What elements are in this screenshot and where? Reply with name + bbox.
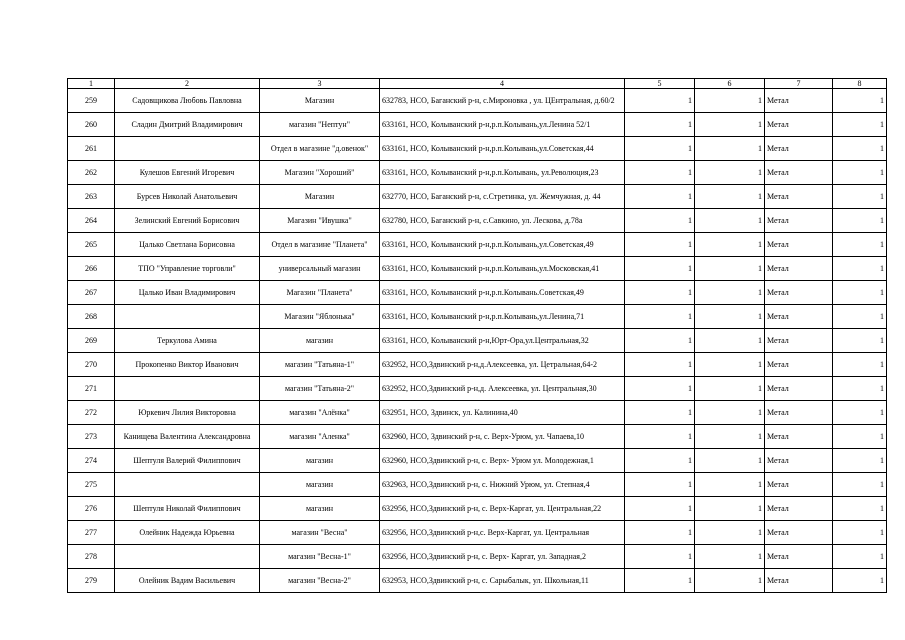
object-cell: магазин "Весна-1" (260, 545, 380, 569)
table-row (68, 353, 887, 377)
table-row (68, 329, 887, 353)
column-6-cell: 1 (695, 353, 765, 377)
owner-cell: Канищева Валентина Александровна (115, 425, 260, 449)
owner-cell: Олейник Вадим Васильевич (115, 569, 260, 593)
owner-cell: Бурсев Николай Анатольевич (115, 185, 260, 209)
column-6-cell: 1 (695, 545, 765, 569)
address-cell: 632952, НСО,Здвинский р-н,д.Алексеевка, ул. Цетральная,64-2 (380, 353, 625, 377)
column-5-cell: 1 (625, 521, 695, 545)
address-cell: 632956, НСО,Здвинский р-н, с. Верх-Каргат, ул. Центральная,22 (380, 497, 625, 521)
object-cell: магазин (260, 473, 380, 497)
column-number: 1 (68, 79, 115, 89)
column-6-cell: 1 (695, 113, 765, 137)
column-number: 6 (695, 79, 765, 89)
owner-cell: Цалько Светлана Борисовна (115, 233, 260, 257)
column-5-cell: 1 (625, 353, 695, 377)
registry-table (67, 78, 887, 593)
column-8-cell: 1 (833, 137, 887, 161)
table-row (68, 521, 887, 545)
column-8-cell: 1 (833, 113, 887, 137)
column-5-cell: 1 (625, 113, 695, 137)
table-row (68, 161, 887, 185)
object-cell: Магазин (260, 89, 380, 113)
material-cell: Метал (765, 185, 833, 209)
row-number-cell: 263 (68, 185, 115, 209)
table-row (68, 305, 887, 329)
row-number-cell: 271 (68, 377, 115, 401)
column-5-cell: 1 (625, 377, 695, 401)
table-row (68, 209, 887, 233)
object-cell: Магазин "Планета" (260, 281, 380, 305)
table-row (68, 425, 887, 449)
material-cell: Метал (765, 497, 833, 521)
object-cell: магазин "Алёнка" (260, 401, 380, 425)
column-6-cell: 1 (695, 281, 765, 305)
table-row (68, 473, 887, 497)
row-number-cell: 260 (68, 113, 115, 137)
address-cell: 633161, НСО, Колыванский р-н,р.п.Колывань,ул.Советская,49 (380, 233, 625, 257)
column-6-cell: 1 (695, 401, 765, 425)
row-number-cell: 267 (68, 281, 115, 305)
address-cell: 633161, НСО, Колыванский р-н,р.п.Колывань.Советская,49 (380, 281, 625, 305)
address-cell: 632953, НСО,Здвинский р-н, с. Сарыбалык, ул. Школьная,11 (380, 569, 625, 593)
address-cell: 632960, НСО, Здвинский р-н, с. Верх-Урюм, ул. Чапаева,10 (380, 425, 625, 449)
column-5-cell: 1 (625, 233, 695, 257)
column-5-cell: 1 (625, 185, 695, 209)
material-cell: Метал (765, 161, 833, 185)
column-5-cell: 1 (625, 305, 695, 329)
address-cell: 632963, НСО,Здвинский р-н, с. Нижний Урюм, ул. Степная,4 (380, 473, 625, 497)
column-5-cell: 1 (625, 137, 695, 161)
row-number-cell: 261 (68, 137, 115, 161)
address-cell: 632783, НСО, Баганский р-н, с.Мироновка , ул. ЦЕнтральная, д.60/2 (380, 89, 625, 113)
object-cell: Магазин "Ивушка" (260, 209, 380, 233)
column-8-cell: 1 (833, 449, 887, 473)
column-8-cell: 1 (833, 281, 887, 305)
column-6-cell: 1 (695, 161, 765, 185)
column-5-cell: 1 (625, 401, 695, 425)
object-cell: Отдел в магазине "Планета" (260, 233, 380, 257)
row-number-cell: 259 (68, 89, 115, 113)
table-row (68, 569, 887, 593)
column-8-cell: 1 (833, 497, 887, 521)
owner-cell: Сладин Дмитрий Владимирович (115, 113, 260, 137)
row-number-cell: 278 (68, 545, 115, 569)
column-6-cell: 1 (695, 569, 765, 593)
row-number-cell: 266 (68, 257, 115, 281)
owner-cell: Олейник Надежда Юрьевна (115, 521, 260, 545)
row-number-cell: 268 (68, 305, 115, 329)
column-number: 7 (765, 79, 833, 89)
address-cell: 632956, НСО,Здвинский р-н, с. Верх- Каргат, ул. Западная,2 (380, 545, 625, 569)
column-5-cell: 1 (625, 281, 695, 305)
column-8-cell: 1 (833, 89, 887, 113)
column-number: 8 (833, 79, 887, 89)
material-cell: Метал (765, 329, 833, 353)
column-6-cell: 1 (695, 497, 765, 521)
column-5-cell: 1 (625, 449, 695, 473)
owner-cell: Теркулова Амина (115, 329, 260, 353)
table-row (68, 89, 887, 113)
object-cell: Магазин "Хороший" (260, 161, 380, 185)
column-6-cell: 1 (695, 305, 765, 329)
object-cell: Магазин "Яблонька" (260, 305, 380, 329)
table-row (68, 449, 887, 473)
column-6-cell: 1 (695, 137, 765, 161)
address-cell: 633161, НСО, Колыванский р-н,р.п.Колывань,ул.Московская,41 (380, 257, 625, 281)
column-8-cell: 1 (833, 233, 887, 257)
column-8-cell: 1 (833, 161, 887, 185)
owner-cell (115, 545, 260, 569)
material-cell: Метал (765, 521, 833, 545)
object-cell: магазин "Татьяна-2" (260, 377, 380, 401)
address-cell: 632951, НСО, Здвинск, ул. Калинина,40 (380, 401, 625, 425)
column-5-cell: 1 (625, 161, 695, 185)
material-cell: Метал (765, 353, 833, 377)
object-cell: магазин "Весна-2" (260, 569, 380, 593)
object-cell: магазин (260, 449, 380, 473)
address-cell: 633161, НСО, Колыванский р-н,р.п.Колывань, ул.Революция,23 (380, 161, 625, 185)
address-cell: 632952, НСО,Здвинский р-н,д. Алексеевка, ул. Центральная,30 (380, 377, 625, 401)
owner-cell: Шептуля Валерий Филиппович (115, 449, 260, 473)
column-6-cell: 1 (695, 185, 765, 209)
object-cell: магазин "Весна" (260, 521, 380, 545)
row-number-cell: 274 (68, 449, 115, 473)
column-6-cell: 1 (695, 233, 765, 257)
column-5-cell: 1 (625, 545, 695, 569)
material-cell: Метал (765, 473, 833, 497)
object-cell: магазин "Аленка" (260, 425, 380, 449)
owner-cell: Цалько Иван Владимирович (115, 281, 260, 305)
row-number-cell: 272 (68, 401, 115, 425)
column-8-cell: 1 (833, 377, 887, 401)
row-number-cell: 264 (68, 209, 115, 233)
owner-cell (115, 137, 260, 161)
material-cell: Метал (765, 257, 833, 281)
column-5-cell: 1 (625, 209, 695, 233)
column-8-cell: 1 (833, 353, 887, 377)
column-number: 2 (115, 79, 260, 89)
object-cell: универсальный магазин (260, 257, 380, 281)
row-number-cell: 273 (68, 425, 115, 449)
column-6-cell: 1 (695, 257, 765, 281)
address-cell: 633161, НСО, Колыванский р-н,р.п.Колывань,ул.Ленина 52/1 (380, 113, 625, 137)
row-number-cell: 279 (68, 569, 115, 593)
column-8-cell: 1 (833, 329, 887, 353)
owner-cell: Зелинский Евгений Борисович (115, 209, 260, 233)
owner-cell: Шептуля Николай Филиппович (115, 497, 260, 521)
column-6-cell: 1 (695, 377, 765, 401)
material-cell: Метал (765, 113, 833, 137)
table-row (68, 497, 887, 521)
object-cell: магазин (260, 497, 380, 521)
object-cell: Отдел в магазине "д.овенок" (260, 137, 380, 161)
column-5-cell: 1 (625, 329, 695, 353)
column-6-cell: 1 (695, 473, 765, 497)
address-cell: 632770, НСО, Баганский р-н, с.Стретинка, ул. Жемчужная, д. 44 (380, 185, 625, 209)
material-cell: Метал (765, 89, 833, 113)
column-6-cell: 1 (695, 449, 765, 473)
column-8-cell: 1 (833, 305, 887, 329)
column-8-cell: 1 (833, 473, 887, 497)
address-cell: 632956, НСО,Здвинский р-н,с. Верх-Каргат, ул. Центральная (380, 521, 625, 545)
address-cell: 633161, НСО, Колыванский р-н,р.п.Колывань,ул.Советская,44 (380, 137, 625, 161)
object-cell: магазин "Нептун" (260, 113, 380, 137)
owner-cell: Прокопенко Виктор Иванович (115, 353, 260, 377)
material-cell: Метал (765, 233, 833, 257)
material-cell: Метал (765, 569, 833, 593)
column-5-cell: 1 (625, 425, 695, 449)
column-number: 5 (625, 79, 695, 89)
column-5-cell: 1 (625, 473, 695, 497)
column-6-cell: 1 (695, 89, 765, 113)
material-cell: Метал (765, 305, 833, 329)
column-5-cell: 1 (625, 497, 695, 521)
column-8-cell: 1 (833, 521, 887, 545)
material-cell: Метал (765, 401, 833, 425)
column-8-cell: 1 (833, 209, 887, 233)
column-6-cell: 1 (695, 425, 765, 449)
column-number: 3 (260, 79, 380, 89)
owner-cell: ТПО "Управление торговли" (115, 257, 260, 281)
column-5-cell: 1 (625, 569, 695, 593)
table-row (68, 545, 887, 569)
material-cell: Метал (765, 425, 833, 449)
owner-cell (115, 377, 260, 401)
table-row (68, 233, 887, 257)
material-cell: Метал (765, 137, 833, 161)
object-cell: магазин (260, 329, 380, 353)
column-8-cell: 1 (833, 545, 887, 569)
owner-cell (115, 473, 260, 497)
owner-cell: Садовщикова Любовь Павловна (115, 89, 260, 113)
object-cell: магазин "Татьяна-1" (260, 353, 380, 377)
row-number-cell: 275 (68, 473, 115, 497)
table-row (68, 401, 887, 425)
address-cell: 633161, НСО, Колыванский р-н,р.п.Колывань,ул.Ленина,71 (380, 305, 625, 329)
material-cell: Метал (765, 281, 833, 305)
row-number-cell: 262 (68, 161, 115, 185)
table-row (68, 137, 887, 161)
material-cell: Метал (765, 377, 833, 401)
column-5-cell: 1 (625, 89, 695, 113)
table-row (68, 185, 887, 209)
column-5-cell: 1 (625, 257, 695, 281)
column-8-cell: 1 (833, 401, 887, 425)
row-number-cell: 277 (68, 521, 115, 545)
table-row (68, 257, 887, 281)
row-number-cell: 276 (68, 497, 115, 521)
column-6-cell: 1 (695, 329, 765, 353)
table-row (68, 281, 887, 305)
address-cell: 632780, НСО, Баганский р-н, с.Савкино, ул. Лескова, д.78а (380, 209, 625, 233)
owner-cell: Кулешов Евгений Игоревич (115, 161, 260, 185)
material-cell: Метал (765, 545, 833, 569)
column-6-cell: 1 (695, 209, 765, 233)
column-8-cell: 1 (833, 569, 887, 593)
object-cell: Магазин (260, 185, 380, 209)
column-8-cell: 1 (833, 257, 887, 281)
row-number-cell: 270 (68, 353, 115, 377)
address-cell: 632960, НСО,Здвинский р-н, с. Верх- Урюм ул. Молодежная,1 (380, 449, 625, 473)
table-row (68, 377, 887, 401)
column-number: 4 (380, 79, 625, 89)
row-number-cell: 265 (68, 233, 115, 257)
column-number-row (68, 79, 887, 89)
table-row (68, 113, 887, 137)
row-number-cell: 269 (68, 329, 115, 353)
owner-cell: Юркевич Лилия Викторовна (115, 401, 260, 425)
column-8-cell: 1 (833, 425, 887, 449)
material-cell: Метал (765, 449, 833, 473)
material-cell: Метал (765, 209, 833, 233)
column-6-cell: 1 (695, 521, 765, 545)
column-8-cell: 1 (833, 185, 887, 209)
address-cell: 633161, НСО, Колыванский р-н,Юрт-Ора,ул.Центральная,32 (380, 329, 625, 353)
owner-cell (115, 305, 260, 329)
